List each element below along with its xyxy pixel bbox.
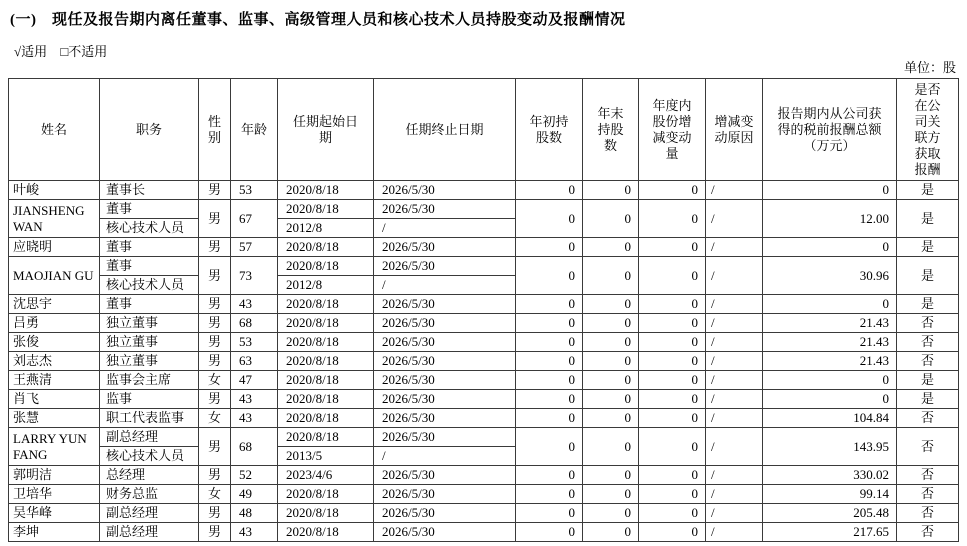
cell-name: 张俊 xyxy=(9,333,100,352)
cell-name: 沈思宇 xyxy=(9,295,100,314)
cell-age: 47 xyxy=(231,371,278,390)
cell-share-change: 0 xyxy=(639,200,706,238)
cell-compensation: 0 xyxy=(763,371,897,390)
cell-shares-end: 0 xyxy=(583,200,639,238)
cell-share-change: 0 xyxy=(639,523,706,542)
cell-compensation: 217.65 xyxy=(763,523,897,542)
column-header-label: 性别 xyxy=(207,113,221,145)
cell-age: 43 xyxy=(231,390,278,409)
table-row xyxy=(9,523,959,542)
cell-compensation: 0 xyxy=(763,390,897,409)
cell-term-end: 2026/5/30 xyxy=(374,238,516,257)
cell-age: 73 xyxy=(231,257,278,295)
cell-position: 董事 xyxy=(100,257,199,276)
table-row xyxy=(9,181,959,200)
cell-compensation: 12.00 xyxy=(763,200,897,238)
cell-change-reason: / xyxy=(706,371,763,390)
cell-term-end: 2026/5/30 xyxy=(374,181,516,200)
cell-term-end: 2026/5/30 xyxy=(374,409,516,428)
cell-name: JIANSHENG WAN xyxy=(9,200,100,238)
cell-term-end: / xyxy=(374,219,516,238)
cell-share-change: 0 xyxy=(639,181,706,200)
cell-gender: 男 xyxy=(199,428,231,466)
cell-age: 49 xyxy=(231,485,278,504)
cell-name: 吕勇 xyxy=(9,314,100,333)
cell-shares-end: 0 xyxy=(583,428,639,466)
cell-shares-end: 0 xyxy=(583,181,639,200)
cell-shares-begin: 0 xyxy=(516,466,583,485)
cell-name: 叶峻 xyxy=(9,181,100,200)
cell-term-start: 2020/8/18 xyxy=(278,333,374,352)
cell-share-change: 0 xyxy=(639,390,706,409)
cell-related-party: 否 xyxy=(897,485,959,504)
cell-shares-begin: 0 xyxy=(516,333,583,352)
cell-gender: 男 xyxy=(199,238,231,257)
cell-shares-begin: 0 xyxy=(516,390,583,409)
cell-related-party: 否 xyxy=(897,504,959,523)
cell-related-party: 是 xyxy=(897,257,959,295)
cell-term-end: 2026/5/30 xyxy=(374,371,516,390)
cell-gender: 男 xyxy=(199,523,231,542)
cell-related-party: 否 xyxy=(897,333,959,352)
cell-name: 郭明洁 xyxy=(9,466,100,485)
cell-age: 57 xyxy=(231,238,278,257)
column-header xyxy=(231,79,278,181)
cell-term-end: / xyxy=(374,447,516,466)
cell-related-party: 否 xyxy=(897,523,959,542)
cell-name: 吴华峰 xyxy=(9,504,100,523)
cell-shares-end: 0 xyxy=(583,257,639,295)
cell-term-end: 2026/5/30 xyxy=(374,295,516,314)
cell-change-reason: / xyxy=(706,504,763,523)
cell-term-start: 2020/8/18 xyxy=(278,390,374,409)
table-body xyxy=(9,181,959,542)
cell-name: MAOJIAN GU xyxy=(9,257,100,295)
cell-position: 董事长 xyxy=(100,181,199,200)
column-header-label: 任期终止日期 xyxy=(405,122,484,137)
cell-position: 核心技术人员 xyxy=(100,447,199,466)
cell-gender: 女 xyxy=(199,485,231,504)
cell-position: 独立董事 xyxy=(100,333,199,352)
cell-related-party: 是 xyxy=(897,238,959,257)
cell-shares-begin: 0 xyxy=(516,257,583,295)
column-header xyxy=(374,79,516,181)
cell-related-party: 否 xyxy=(897,466,959,485)
cell-change-reason: / xyxy=(706,428,763,466)
cell-shares-begin: 0 xyxy=(516,428,583,466)
cell-term-end: 2026/5/30 xyxy=(374,485,516,504)
cell-term-end: 2026/5/30 xyxy=(374,504,516,523)
cell-shares-end: 0 xyxy=(583,523,639,542)
cell-related-party: 否 xyxy=(897,409,959,428)
cell-age: 43 xyxy=(231,409,278,428)
column-header-label: 职务 xyxy=(135,122,162,137)
applicable-unchecked-option: □不适用 xyxy=(60,44,108,59)
cell-name: 肖飞 xyxy=(9,390,100,409)
cell-shares-end: 0 xyxy=(583,295,639,314)
cell-gender: 男 xyxy=(199,257,231,295)
cell-name: LARRY YUN FANG xyxy=(9,428,100,466)
cell-shares-end: 0 xyxy=(583,314,639,333)
cell-term-start: 2020/8/18 xyxy=(278,428,374,447)
table-row xyxy=(9,200,959,219)
cell-position: 监事 xyxy=(100,390,199,409)
column-header-label: 报告期内从公司获得的税前报酬总额（万元） xyxy=(777,105,882,153)
cell-change-reason: / xyxy=(706,466,763,485)
compensation-table xyxy=(8,78,959,542)
cell-position: 核心技术人员 xyxy=(100,276,199,295)
cell-age: 53 xyxy=(231,181,278,200)
cell-share-change: 0 xyxy=(639,352,706,371)
cell-shares-begin: 0 xyxy=(516,504,583,523)
column-header xyxy=(100,79,199,181)
cell-age: 43 xyxy=(231,295,278,314)
cell-term-end: 2026/5/30 xyxy=(374,257,516,276)
section-title: (一) 现任及报告期内离任董事、监事、高级管理人员和核心技术人员持股变动及报酬情况 xyxy=(10,12,626,28)
cell-compensation: 0 xyxy=(763,295,897,314)
cell-change-reason: / xyxy=(706,181,763,200)
cell-shares-end: 0 xyxy=(583,333,639,352)
table-row xyxy=(9,333,959,352)
cell-compensation: 0 xyxy=(763,181,897,200)
document-page xyxy=(8,0,958,542)
cell-shares-end: 0 xyxy=(583,390,639,409)
cell-gender: 男 xyxy=(199,390,231,409)
cell-name: 刘志杰 xyxy=(9,352,100,371)
table-row xyxy=(9,352,959,371)
column-header xyxy=(763,79,897,181)
cell-gender: 男 xyxy=(199,295,231,314)
cell-share-change: 0 xyxy=(639,504,706,523)
cell-term-end: 2026/5/30 xyxy=(374,200,516,219)
column-header-label: 年龄 xyxy=(240,122,267,137)
cell-gender: 男 xyxy=(199,466,231,485)
table-row xyxy=(9,314,959,333)
cell-shares-end: 0 xyxy=(583,466,639,485)
column-header-label: 年度内股份增减变动量 xyxy=(652,97,692,161)
cell-term-end: 2026/5/30 xyxy=(374,352,516,371)
table-row xyxy=(9,409,959,428)
cell-share-change: 0 xyxy=(639,314,706,333)
cell-share-change: 0 xyxy=(639,428,706,466)
cell-shares-begin: 0 xyxy=(516,352,583,371)
cell-shares-begin: 0 xyxy=(516,181,583,200)
cell-compensation: 104.84 xyxy=(763,409,897,428)
cell-change-reason: / xyxy=(706,200,763,238)
cell-term-start: 2020/8/18 xyxy=(278,371,374,390)
cell-term-end: 2026/5/30 xyxy=(374,428,516,447)
cell-term-start: 2020/8/18 xyxy=(278,238,374,257)
cell-position: 财务总监 xyxy=(100,485,199,504)
cell-compensation: 330.02 xyxy=(763,466,897,485)
cell-term-start: 2020/8/18 xyxy=(278,200,374,219)
cell-share-change: 0 xyxy=(639,257,706,295)
cell-change-reason: / xyxy=(706,238,763,257)
cell-position: 董事 xyxy=(100,295,199,314)
cell-term-start: 2020/8/18 xyxy=(278,257,374,276)
cell-compensation: 21.43 xyxy=(763,314,897,333)
cell-change-reason: / xyxy=(706,409,763,428)
cell-related-party: 是 xyxy=(897,181,959,200)
cell-position: 副总经理 xyxy=(100,523,199,542)
cell-position: 独立董事 xyxy=(100,314,199,333)
cell-shares-end: 0 xyxy=(583,238,639,257)
column-header-label: 是否在公司关联方获取报酬 xyxy=(914,81,941,177)
table-row xyxy=(9,390,959,409)
cell-shares-begin: 0 xyxy=(516,523,583,542)
cell-term-start: 2020/8/18 xyxy=(278,352,374,371)
cell-gender: 男 xyxy=(199,181,231,200)
cell-position: 副总经理 xyxy=(100,504,199,523)
cell-shares-begin: 0 xyxy=(516,314,583,333)
table-row xyxy=(9,504,959,523)
cell-related-party: 是 xyxy=(897,295,959,314)
cell-term-end: / xyxy=(374,276,516,295)
column-header xyxy=(639,79,706,181)
cell-age: 53 xyxy=(231,333,278,352)
table-row xyxy=(9,238,959,257)
cell-name: 李坤 xyxy=(9,523,100,542)
cell-gender: 女 xyxy=(199,409,231,428)
cell-name: 王燕清 xyxy=(9,371,100,390)
cell-term-start: 2020/8/18 xyxy=(278,409,374,428)
column-header-label: 任期起始日期 xyxy=(292,113,358,145)
cell-position: 监事会主席 xyxy=(100,371,199,390)
cell-change-reason: / xyxy=(706,257,763,295)
cell-change-reason: / xyxy=(706,314,763,333)
column-header-label: 增减变动原因 xyxy=(714,113,754,145)
cell-term-start: 2020/8/18 xyxy=(278,523,374,542)
cell-position: 职工代表监事 xyxy=(100,409,199,428)
column-header xyxy=(9,79,100,181)
cell-change-reason: / xyxy=(706,390,763,409)
column-header xyxy=(897,79,959,181)
cell-compensation: 99.14 xyxy=(763,485,897,504)
cell-shares-end: 0 xyxy=(583,504,639,523)
cell-change-reason: / xyxy=(706,485,763,504)
cell-share-change: 0 xyxy=(639,238,706,257)
applicability-row xyxy=(14,43,958,60)
cell-age: 48 xyxy=(231,504,278,523)
unit-label: 单位：股 xyxy=(903,60,956,75)
cell-compensation: 143.95 xyxy=(763,428,897,466)
cell-gender: 男 xyxy=(199,200,231,238)
cell-shares-begin: 0 xyxy=(516,295,583,314)
cell-change-reason: / xyxy=(706,295,763,314)
cell-shares-begin: 0 xyxy=(516,238,583,257)
column-header xyxy=(516,79,583,181)
cell-term-start: 2012/8 xyxy=(278,219,374,238)
table-row xyxy=(9,485,959,504)
cell-position: 董事 xyxy=(100,238,199,257)
cell-compensation: 21.43 xyxy=(763,352,897,371)
cell-term-end: 2026/5/30 xyxy=(374,466,516,485)
cell-share-change: 0 xyxy=(639,295,706,314)
cell-name: 卫培华 xyxy=(9,485,100,504)
column-header-label: 年初持股数 xyxy=(529,113,569,145)
cell-shares-end: 0 xyxy=(583,352,639,371)
cell-term-start: 2013/5 xyxy=(278,447,374,466)
cell-shares-end: 0 xyxy=(583,409,639,428)
cell-position: 核心技术人员 xyxy=(100,219,199,238)
cell-shares-end: 0 xyxy=(583,371,639,390)
cell-gender: 男 xyxy=(199,314,231,333)
cell-change-reason: / xyxy=(706,333,763,352)
cell-share-change: 0 xyxy=(639,371,706,390)
cell-term-end: 2026/5/30 xyxy=(374,390,516,409)
cell-position: 总经理 xyxy=(100,466,199,485)
column-header xyxy=(278,79,374,181)
cell-gender: 女 xyxy=(199,371,231,390)
cell-term-start: 2020/8/18 xyxy=(278,485,374,504)
cell-change-reason: / xyxy=(706,352,763,371)
cell-related-party: 是 xyxy=(897,371,959,390)
header-row xyxy=(9,79,959,181)
cell-term-start: 2020/8/18 xyxy=(278,295,374,314)
cell-gender: 男 xyxy=(199,333,231,352)
cell-gender: 男 xyxy=(199,504,231,523)
cell-related-party: 是 xyxy=(897,200,959,238)
cell-gender: 男 xyxy=(199,352,231,371)
cell-change-reason: / xyxy=(706,523,763,542)
cell-related-party: 否 xyxy=(897,352,959,371)
cell-related-party: 否 xyxy=(897,314,959,333)
cell-share-change: 0 xyxy=(639,466,706,485)
cell-term-start: 2023/4/6 xyxy=(278,466,374,485)
table-row xyxy=(9,466,959,485)
cell-age: 43 xyxy=(231,523,278,542)
cell-shares-end: 0 xyxy=(583,485,639,504)
table-row xyxy=(9,257,959,276)
cell-age: 52 xyxy=(231,466,278,485)
cell-shares-begin: 0 xyxy=(516,409,583,428)
cell-shares-begin: 0 xyxy=(516,200,583,238)
cell-compensation: 205.48 xyxy=(763,504,897,523)
cell-term-end: 2026/5/30 xyxy=(374,333,516,352)
cell-share-change: 0 xyxy=(639,333,706,352)
cell-age: 68 xyxy=(231,314,278,333)
table-row xyxy=(9,428,959,447)
cell-compensation: 30.96 xyxy=(763,257,897,295)
cell-related-party: 是 xyxy=(897,390,959,409)
cell-name: 张慧 xyxy=(9,409,100,428)
column-header-label: 姓名 xyxy=(40,122,67,137)
cell-position: 董事 xyxy=(100,200,199,219)
cell-related-party: 否 xyxy=(897,428,959,466)
cell-compensation: 0 xyxy=(763,238,897,257)
cell-name: 应晓明 xyxy=(9,238,100,257)
column-header xyxy=(199,79,231,181)
cell-term-start: 2020/8/18 xyxy=(278,314,374,333)
cell-age: 63 xyxy=(231,352,278,371)
cell-shares-begin: 0 xyxy=(516,371,583,390)
cell-position: 独立董事 xyxy=(100,352,199,371)
table-row xyxy=(9,295,959,314)
cell-share-change: 0 xyxy=(639,485,706,504)
cell-position: 副总经理 xyxy=(100,428,199,447)
table-header xyxy=(9,79,959,181)
cell-term-start: 2020/8/18 xyxy=(278,181,374,200)
cell-age: 68 xyxy=(231,428,278,466)
cell-age: 67 xyxy=(231,200,278,238)
cell-share-change: 0 xyxy=(639,409,706,428)
column-header xyxy=(583,79,639,181)
cell-term-start: 2012/8 xyxy=(278,276,374,295)
column-header xyxy=(706,79,763,181)
column-header-label: 年末持股数 xyxy=(597,105,624,153)
cell-shares-begin: 0 xyxy=(516,485,583,504)
cell-term-end: 2026/5/30 xyxy=(374,523,516,542)
cell-compensation: 21.43 xyxy=(763,333,897,352)
table-row xyxy=(9,371,959,390)
applicable-checked-option: √适用 xyxy=(14,44,48,59)
cell-term-start: 2020/8/18 xyxy=(278,504,374,523)
cell-term-end: 2026/5/30 xyxy=(374,314,516,333)
